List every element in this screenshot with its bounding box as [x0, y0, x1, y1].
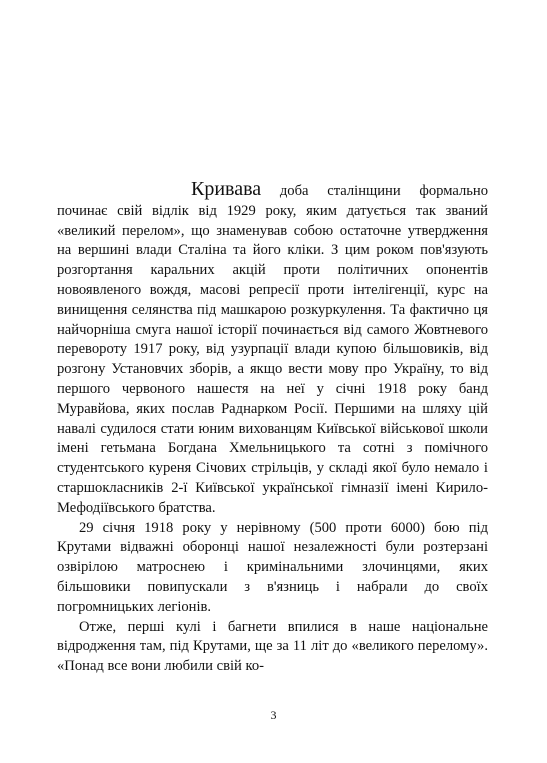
paragraph-1-text: доба сталінщини формально починає свій відлік від 1929 року, яким датується так званий «великий перелом», що знаменував собою остаточне утвердження на вершині влади Сталіна та його кліки. З цим роком пов'язують розгортання каральних акцій проти політичних опонентів новоявленого вождя, масові репресії проти інтелігенції, курс на винищення селянства під машкарою розкуркулення. Та фактично ця найчорніша смуга нашої історії починається від самого Жовтневого перевороту 1917 року, від узурпації влади купою більшовиків, від розгону Установчих зборів, а якщо вести мову про Україну, то від першого червоного нашестя на неї у січні 1918 року банд Муравйова, яких послав Раднарком Росії. Першими на шляху цій навалі судилося стати юним вихованцям Київської військової школи імені гетьмана Богдана Хмельницького та сотні з помічного студентського куреня Січових стрільців, у складі якої було немало і старшокласників 2-ї Київської української гімназії імені Кирило-Мефодіївського братства.	[57, 183, 488, 516]
paragraph-1	[57, 180, 488, 519]
paragraph-3: Отже, перші кулі і багнети впилися в наше національне відродження там, під Крутами, ще за 11 літ до «великого перелому». «Понад все вони любили свій ко-	[57, 618, 488, 675]
paragraph-2: 29 січня 1918 року у нерівному (500 проти 6000) бою під Крутами відважні оборонці нашої незалежності були розтерзані озвірілою матроснею і кримінальними злочинцями, яких більшовики повипускали з в'язниць і набрали до своїх погромницьких легіонів.	[57, 519, 488, 615]
page-number: 3	[270, 708, 277, 722]
opening-word: Кривава	[191, 178, 262, 200]
body-text	[57, 180, 488, 677]
